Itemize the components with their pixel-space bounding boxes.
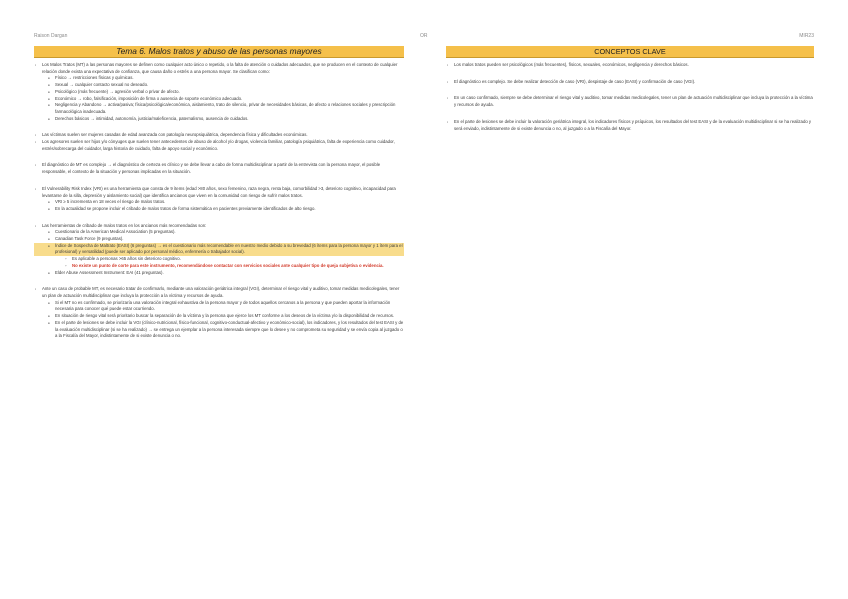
tipo-psicologico: ● Psicológico (más frecuente) → agresión verbal o privar de afecto.: [34, 89, 404, 96]
sospecha-sub-3: ● En el parte de lesiones se debe incluir la VGI (clínico-nutricional, físico-funcional, cognitivo-conductual-afectivo y económico-social), los indicadores, y los resultados del test EASI y de la evaluación multidisciplinar (si se ha realizado) → se entrega un ejemplar a la persona interesada siempre que lo desee y no comprometa su seguridad y se envía copia al juzgado o a la Fiscalía del Mayor, indistintamente de si existe denuncia o no.: [34, 320, 404, 340]
sospecha-sub-2: ● En situación de riesgo vital será prioritario buscar la separación de la víctima y la persona que ejerce los MT conforme a los deseos de la víctima y/o la disponibilidad de recursos.: [34, 313, 404, 320]
left-column: [34, 46, 404, 340]
header-author: Raison Dargan: [34, 33, 68, 39]
tipo-sexual: ● Sexual → cualquier contacto sexual no deseado.: [34, 82, 404, 89]
tipo-economico: ● Económico → robo, falsificación, imposición de firma o ausencia de soporte económico adecuado.: [34, 96, 404, 103]
sospecha-sub-1: ● Si el MT no es confirmado, se priorizaría una valoración integral exhaustiva de la persona mayor y de todos aquellos cercanos a la persona y que pueden aportar la información necesaria para conocer qué puede estar ocurriendo.: [34, 300, 404, 313]
page-title: Tema 6. Malos tratos y abuso de las personas mayores: [34, 46, 404, 58]
cribado-ama: ● Cuestionario de la American Medical Association (5 preguntas).: [34, 229, 404, 236]
diagnostico-text: ▪ El diagnóstico de MT es complejo → el diagnóstico de certeza es clínico y se debe llevar a cabo de forma multidisciplinar a partir de la entrevista con la persona mayor, el posible responsable, el contexto de la situación y personas implicadas en la situación.: [34, 162, 404, 175]
cribado-text: ▪ Las herramientas de cribado de malos tratos en los ancianos más recomendadas son:: [34, 223, 404, 230]
header-right: MIR23: [799, 33, 814, 39]
key-concept-1: ▪ Los malos tratos pueden ser psicológicos (más frecuentes), físicos, sexuales, económicos, negligencia y derechos básicos.: [446, 62, 814, 69]
malos-tratos-definition: ▪ Los Malos Tratos (MT) a las personas mayores se definen como cualquier acto único o repetido, o la falta de atención o cuidados adecuados, que se producen en el contexto de cualquier relación donde exista una expectativa de confianza, que causa daño o estrés a una persona mayor. Se clasifican como:: [34, 62, 404, 75]
cribado-ctf: ● Canadian Task Force (9 preguntas).: [34, 236, 404, 243]
tipo-derechos: ● Derechos básicos → intimidad, autonomía, justicia/maleficencia, paternalismo, ausencia de cuidados.: [34, 116, 404, 123]
cribado-eai: ● Elder Abuse Assessment Instrument: EAI (41 preguntas).: [34, 270, 404, 277]
victimas-text: ▪ Las víctimas suelen ser mujeres casadas de edad avanzada con patología neuropsiquiátrica, dependencia física y dificultades económicas.: [34, 132, 404, 139]
right-column: [446, 46, 814, 132]
easi-warning: ◦ No existe un punto de corte para este instrumento, recomendándose contactar con servicios sociales ante cualquier tipo de queja subjetiva o evidencia.: [34, 263, 404, 270]
tipo-fisico: ● Físico → restricciones físicas y químicas.: [34, 75, 404, 82]
key-concept-3: ▪ En un caso confirmado, siempre se debe determinar el riesgo vital y auditivo, tomar medidas medicolegales, tener un plan de actuación multidisciplinar que incluya la protección a la víctima y recursos de ayuda.: [446, 95, 814, 108]
key-concepts-title: CONCEPTOS CLAVE: [446, 46, 814, 58]
vri-sub-2: ● En la actualidad se propone incluir el cribado de malos tratos de forma sistemática en pacientes previamente identificados de alto riesgo.: [34, 206, 404, 213]
sospecha-text: ▪ Ante un caso de probable MT, es necesario tratar de confirmarlo, mediante una valoración geriátrica integral (VGI), determinar el riesgo vital y auditivo, tomar medidas medicolegales, tener un plan de actuación multidisciplinar que incluya la protección a la víctima y recursos de ayuda.: [34, 286, 404, 299]
cribado-easi: ● Índice de Sospecha de Maltrato (EASI) (6 preguntas) → es el cuestionario más recomendable en nuestro medio debido a su brevedad (6 ítems para la persona mayor y 1 ítem para el profesional) y versatilidad (puede ser aplicado por personal médico, enfermería o trabajador social).: [34, 243, 404, 256]
vri-sub-1: ● VRI ≥ 5 incrementa en 18 veces el riesgo de malos tratos.: [34, 199, 404, 206]
key-concept-2: ▪ El diagnóstico es complejo. Se debe realizar detección de caso (VRI), despistaje de caso (EASI) y confirmación de caso (VGI).: [446, 79, 814, 86]
vri-text: ▪ El Vulnerability Risk Index (VRI) es una herramienta que consta de 9 ítems (edad >80 años, sexo femenino, raza negra, renta baja, comorbilidad >3, deterioro cognitivo, incapacidad para levantarse de la silla, depresión y aislamiento social) que identifica ancianos que viven en la comunidad con riesgo de sufrir malos tratos.: [34, 186, 404, 199]
easi-sub: ◦ Es aplicable a personas >65 años sin deterioro cognitivo.: [34, 256, 404, 263]
key-concept-4: ▪ En el parte de lesiones se debe incluir la valoración geriátrica integral, los indicadores físicos y psíquicos, los resultados del test EASI y de la evaluación multidisciplinar si se ha realizado y será enviado, indistintamente de si existe denuncia o no, al juzgado o a la Fiscalía del Mayor.: [446, 119, 814, 132]
tipo-negligencia: ● Negligencia y Abandono → activa/pasiva; física/psicológica/económica, aislamiento, trato de silencio, privar de necesidades básicas, de afecto o relaciones sociales y prescripción farmacológica inadecuada.: [34, 102, 404, 115]
agresores-text: ▪ Los agresores suelen ser hijos y/o cónyuges que suelen tener antecedentes de abuso de alcohol y/o drogas, violencia familiar, patología psiquiátrica, falta de experiencia como cuidador, estrés/sobrecarga del cuidador, larga historia de cuidado, falta de apoyo social y económico.: [34, 139, 404, 152]
header-center: OR: [420, 33, 428, 39]
